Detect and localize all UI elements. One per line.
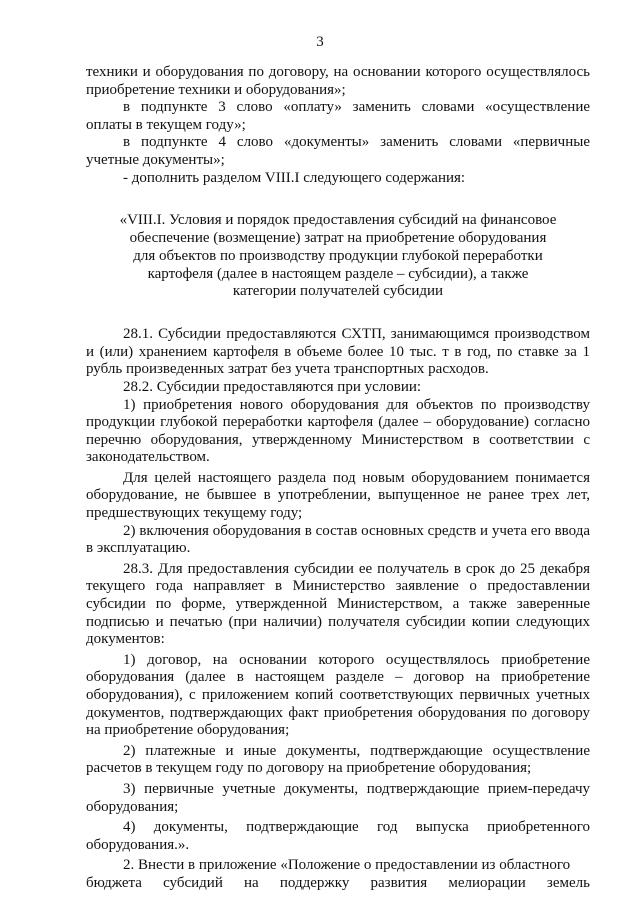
paragraph: 2. Внести в приложение «Положение о предоставлении из областного [123, 857, 571, 874]
paragraph: - дополнить разделом VIII.I следующего содержания: [123, 169, 466, 186]
paragraph: 1) договор, на основании которого осуществлялось приобретение оборудования (далее в настоящем разделе – договор на приобретение оборудования), с приложением копий соответствующих первичных учетных документов, подтверждающих факт приобретения оборудования по договору на приобретение оборудования; [86, 651, 590, 739]
paragraph: 1) приобретения нового оборудования для объектов по производству продукции глубокой переработки картофеля (далее – оборудование) согласно перечню оборудования, утвержденному Министерством в соответствии с законодательством. [86, 396, 590, 466]
heading-line: картофеля (далее в настоящем разделе – субсидии), а также [147, 265, 529, 282]
paragraph-last-line: бюджета субсидий на поддержку развития мелиорации земель [86, 874, 590, 891]
paragraph: 28.2. Субсидии предоставляются при условии: [123, 378, 422, 395]
paragraph: 4) документы, подтверждающие год выпуска приобретенного оборудования.». [86, 819, 590, 853]
paragraph: в подпункте 3 слово «оплату» заменить словами «осуществление оплаты в текущем году»; [86, 99, 590, 133]
paragraph: 28.3. Для предоставления субсидии ее получатель в срок до 25 декабря текущего года направляет в Министерство заявление о предоставлении субсидии по форме, утвержденной Министерством, а также заверенные подписью и печатью (при наличии) получателя субсидии копии следующих документов: [86, 560, 590, 648]
paragraph: техники и оборудования по договору, на основании которого осуществлялось приобретение техники и оборудования»; [86, 64, 590, 98]
paragraph: 2) включения оборудования в состав основных средств и учета его ввода в эксплуатацию. [86, 522, 590, 557]
heading-line: «VIII.I. Условия и порядок предоставления субсидий на финансовое [119, 212, 557, 229]
paragraph: 28.1. Субсидии предоставляются СХТП, занимающимся производством и (или) хранением картофеля в объеме более 10 тыс. т в год, по ставке за 1 рубль произведенных затрат без учета транспортных расходов. [86, 326, 590, 378]
heading-line: обеспечение (возмещение) затрат на приобретение оборудования [129, 229, 547, 246]
paragraph: в подпункте 4 слово «документы» заменить словами «первичные учетные документы»; [86, 134, 590, 168]
page-number: 3 [316, 34, 324, 50]
paragraph: 3) первичные учетные документы, подтверждающие прием-передачу оборудования; [86, 780, 590, 815]
paragraph: Для целей настоящего раздела под новым оборудованием понимается оборудование, не бывшее в употреблении, выпущенное не ранее трех лет, предшествующих текущему году; [86, 469, 590, 522]
paragraph: 2) платежные и иные документы, подтверждающие осуществление расчетов в текущем году по договору на приобретение оборудования; [86, 742, 590, 777]
section-heading [86, 212, 590, 301]
document-body [86, 64, 590, 893]
heading-line: для объектов по производству продукции глубокой переработки [133, 247, 543, 264]
heading-line: категории получателей субсидии [232, 283, 444, 300]
